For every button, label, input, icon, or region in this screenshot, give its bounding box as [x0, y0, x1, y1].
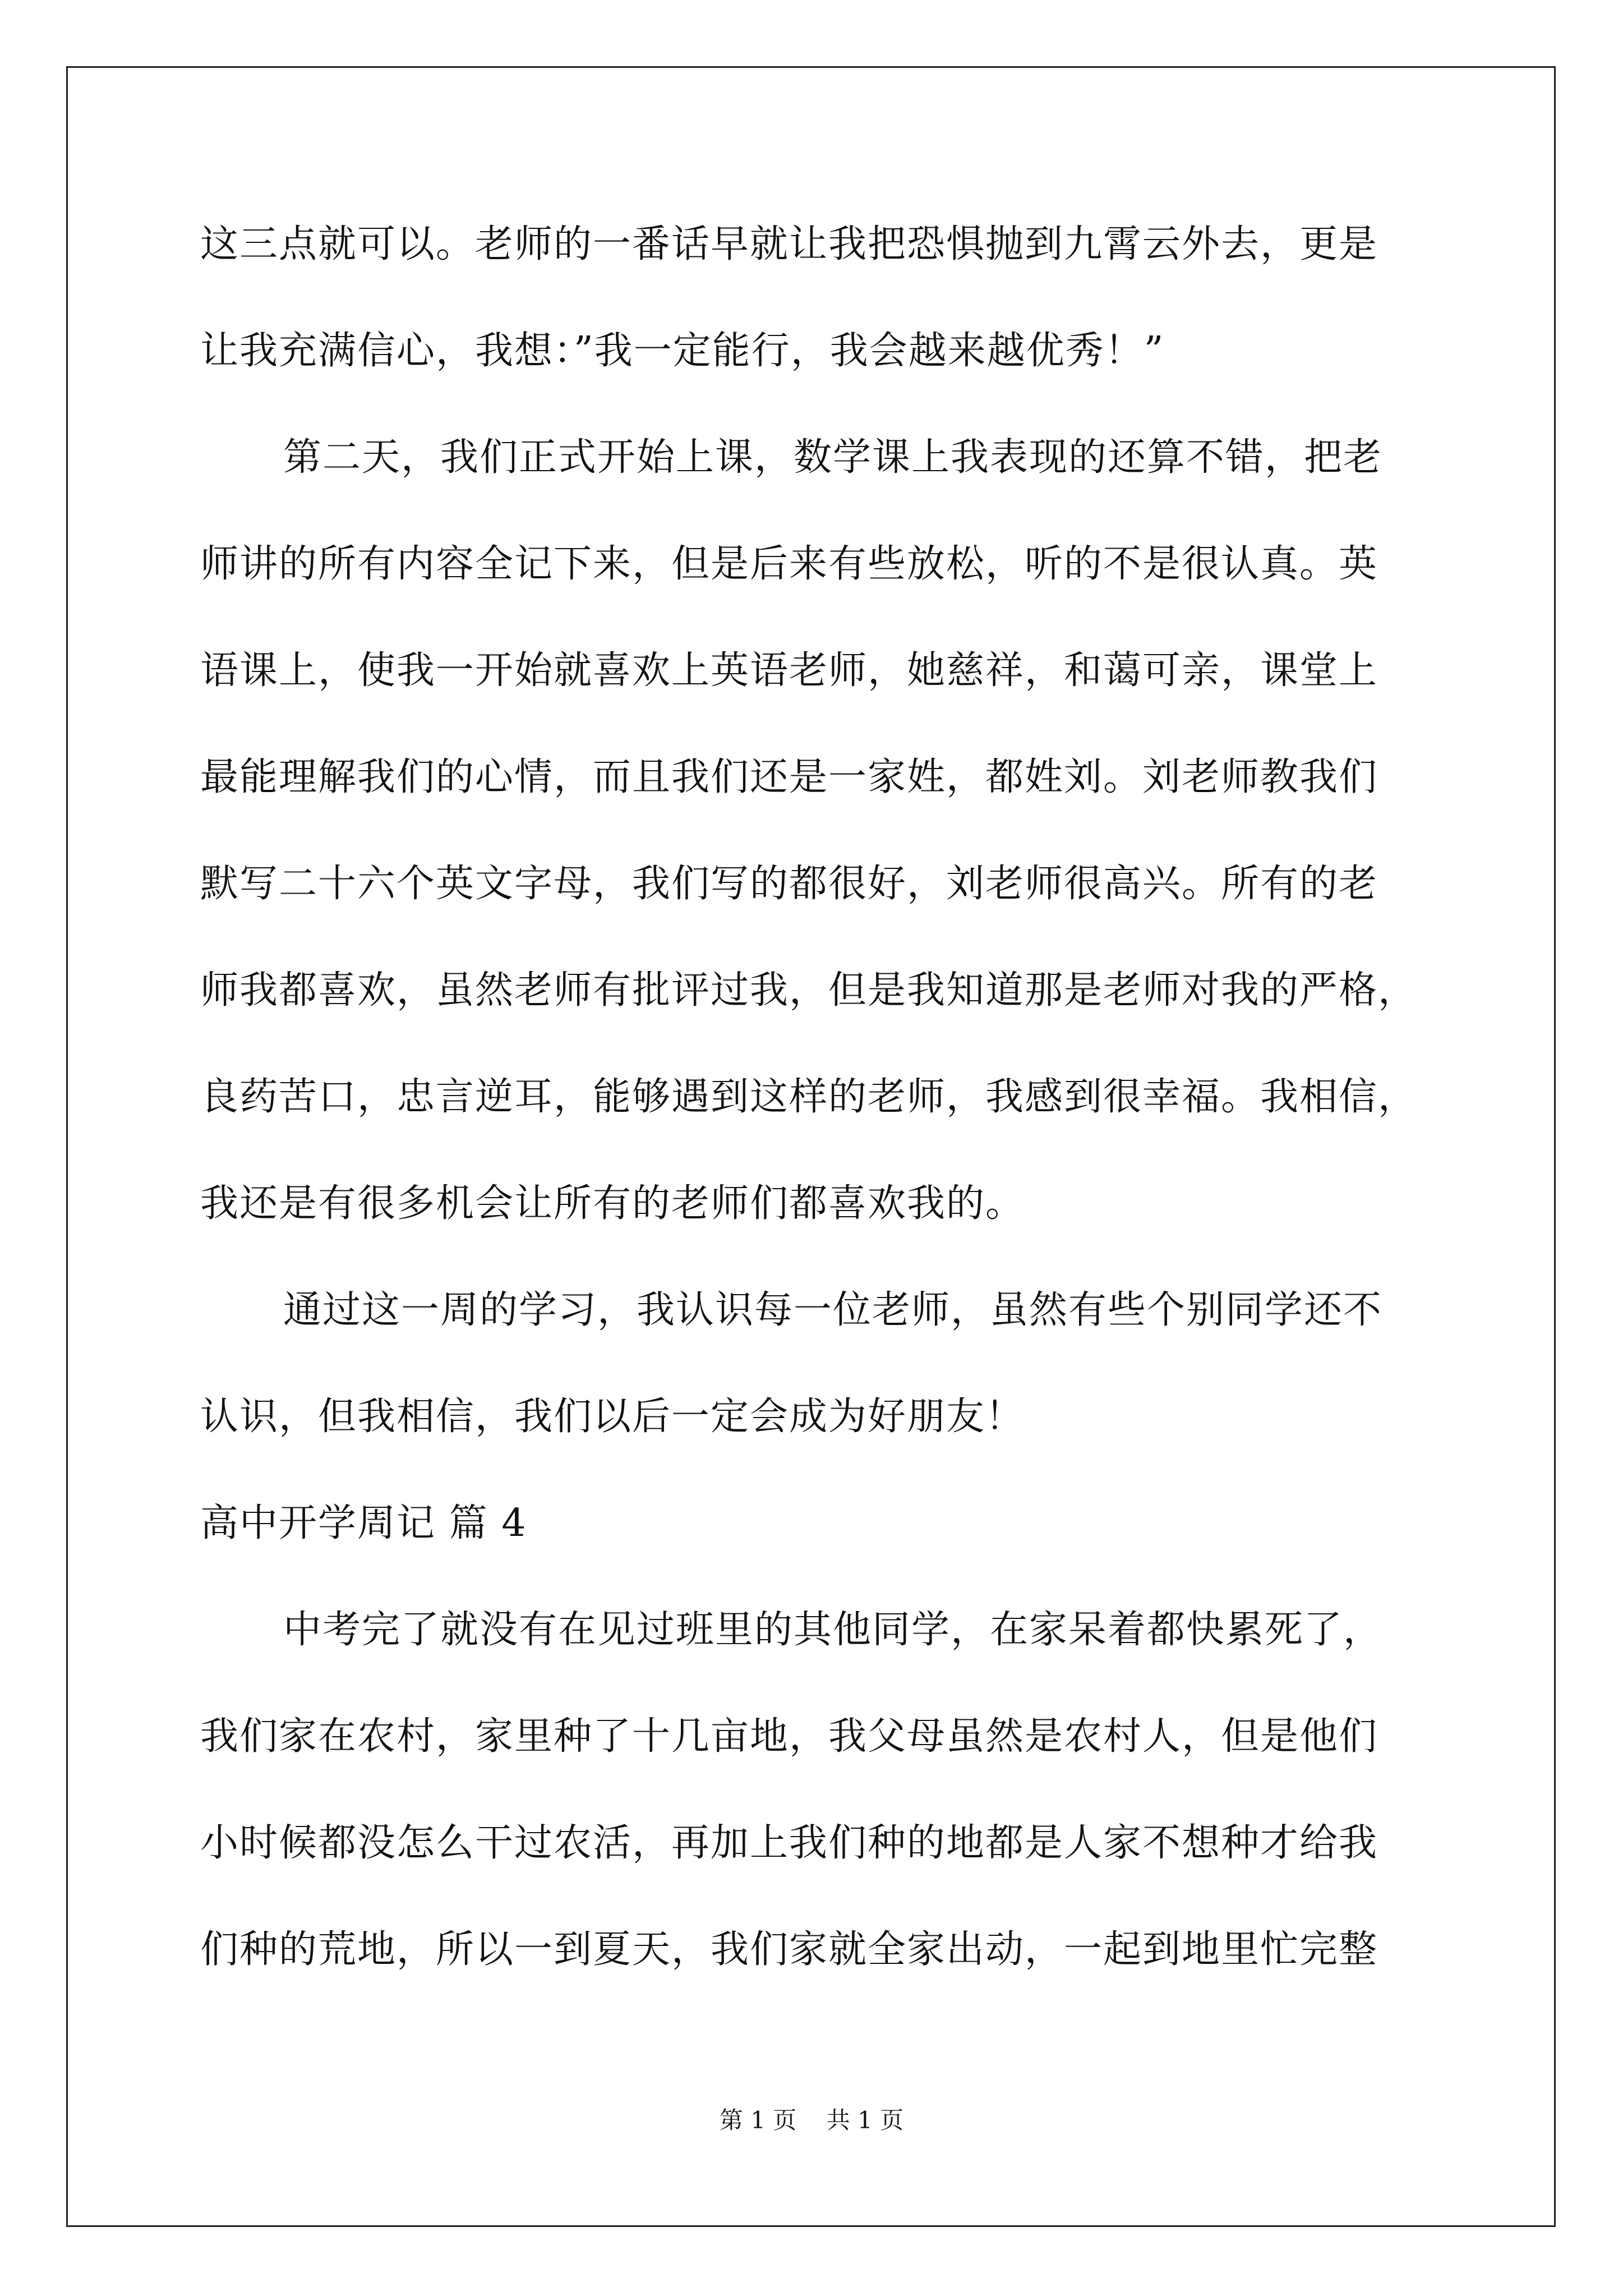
page-footer: 第 1 页 共 1 页 — [719, 2106, 904, 2134]
page-border — [66, 66, 1556, 2227]
body-line-12: 认识，但我相信，我们以后一定会成为好朋友！ — [200, 1395, 1025, 1439]
body-line-1: 这三点就可以。老师的一番话早就让我把恐惧抛到九霄云外去，更是 — [200, 222, 1378, 266]
body-line-5: 语课上，使我一开始就喜欢上英语老师，她慈祥，和蔼可亲，课堂上 — [200, 648, 1378, 693]
body-line-6: 最能理解我们的心情，而且我们还是一家姓，都姓刘。刘老师教我们 — [200, 755, 1378, 799]
body-line-4: 师讲的所有内容全记下来，但是后来有些放松，听的不是很认真。英 — [200, 542, 1378, 586]
body-line-2: 让我充满信心，我想：”我一定能行，我会越来越优秀！” — [200, 329, 1165, 373]
body-line-15: 我们家在农村，家里种了十几亩地，我父母虽然是农村人，但是他们 — [200, 1714, 1378, 1759]
section-heading: 高中开学周记 篇 4 — [200, 1501, 527, 1545]
body-line-8: 师我都喜欢，虽然老师有批评过我，但是我知道那是老师对我的严格， — [200, 968, 1418, 1013]
paragraph-start-line: 中考完了就没有在见过班里的其他同学，在家呆着都快累死了， — [283, 1608, 1383, 1652]
paragraph-start-line: 第二天，我们正式开始上课，数学课上我表现的还算不错，把老 — [283, 435, 1383, 480]
body-line-9: 良药苦口，忠言逆耳，能够遇到这样的老师，我感到很幸福。我相信， — [200, 1075, 1418, 1119]
body-line-10: 我还是有很多机会让所有的老师们都喜欢我的。 — [200, 1181, 1025, 1226]
body-line-17: 们种的荒地，所以一到夏天，我们家就全家出动，一起到地里忙完整 — [200, 1927, 1378, 1972]
body-line-16: 小时候都没怎么干过农活，再加上我们种的地都是人家不想种才给我 — [200, 1821, 1378, 1865]
paragraph-start-line: 通过这一周的学习，我认识每一位老师，虽然有些个别同学还不 — [283, 1288, 1383, 1332]
body-line-7: 默写二十六个英文字母，我们写的都很好，刘老师很高兴。所有的老 — [200, 862, 1378, 906]
